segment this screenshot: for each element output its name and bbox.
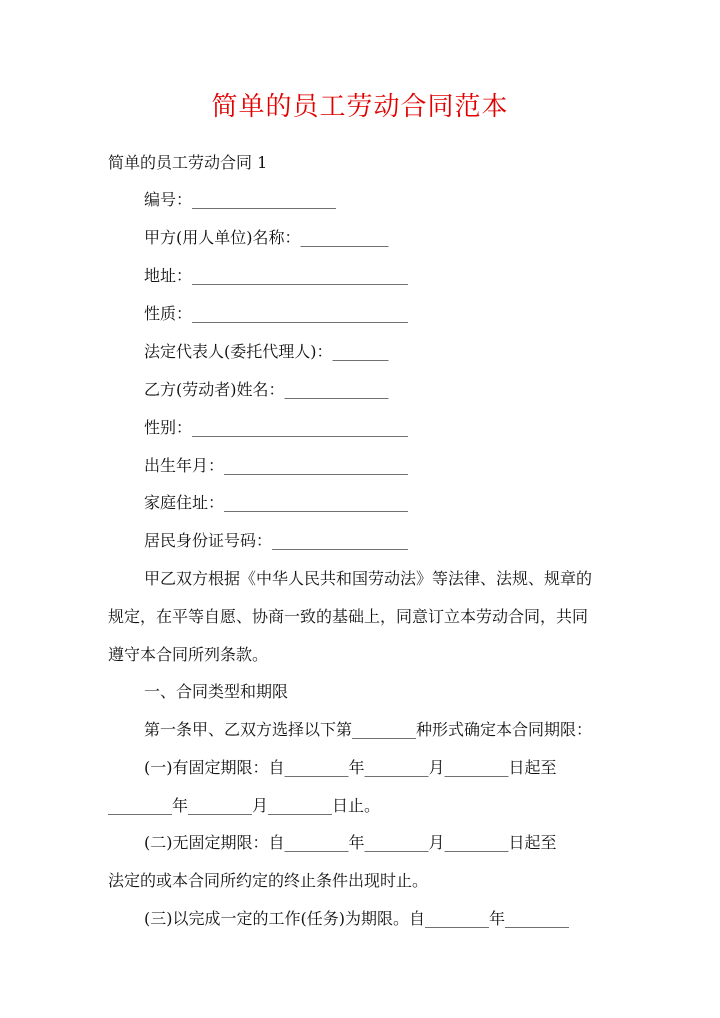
preamble-line: 规定，在平等自愿、协商一致的基础上，同意订立本劳动合同，共同 [108,607,589,626]
section-heading: 一、合同类型和期限 [144,682,289,701]
document-title: 简单的员工劳动合同范本 [211,92,509,122]
option-2-line: 法定的或本合同所约定的终止条件出现时止。 [108,871,429,890]
field-home-address: 家庭住址：_______________________ [144,493,409,512]
preamble-line: 遵守本合同所列条款。 [108,645,269,664]
option-3-line: (三)以完成一定的工作(任务)为期限。自________年________ [144,909,569,928]
field-employee-name: 乙方(劳动者)姓名：_____________ [144,380,389,399]
article-1: 第一条甲、乙双方选择以下第________种形式确定本合同期限： [144,720,593,739]
field-id-number: 居民身份证号码：_________________ [144,531,409,550]
option-1-line: ________年________月________日止。 [108,796,381,815]
field-gender: 性别：___________________________ [144,418,409,437]
field-employer-name: 甲方(用人单位)名称：___________ [144,228,389,247]
field-address: 地址：___________________________ [144,266,409,285]
field-nature: 性质：___________________________ [144,304,409,323]
field-legal-rep: 法定代表人(委托代理人)：_______ [144,342,389,361]
option-1-line: (一)有固定期限：自________年________月________日起至 [144,758,557,777]
field-birth-date: 出生年月：_______________________ [144,456,409,475]
preamble-line: 甲乙双方根据《中华人民共和国劳动法》等法律、法规、规章的 [144,569,593,588]
subtitle: 简单的员工劳动合同 1 [108,153,268,172]
option-2-line: (二)无固定期限：自________年________月________日起至 [144,833,557,852]
field-number: 编号：__________________ [144,190,337,209]
